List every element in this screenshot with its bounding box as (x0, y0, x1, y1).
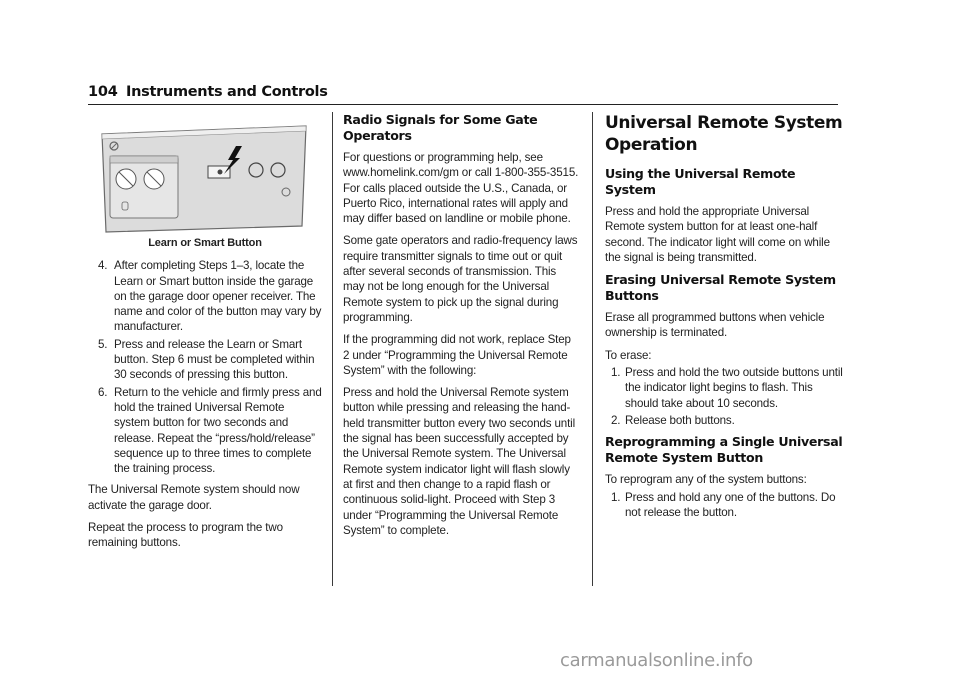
paragraph: Press and hold the appropriate Universal Remote system button for at least one-half second. The indicator light will come on while the signal is being transmitted. (605, 205, 830, 264)
erase-steps-list (605, 365, 845, 428)
list-item (88, 337, 322, 383)
section-heading: Using the Universal Remote System (605, 166, 796, 197)
steps-list (88, 258, 322, 476)
paragraph: Erase all programmed buttons when vehicle ownership is terminated. (605, 311, 825, 340)
chapter-title: Universal Remote System Operation (605, 113, 843, 155)
list-item (605, 490, 845, 521)
section-heading: Erasing Universal Remote System Buttons (605, 272, 836, 304)
column-right (605, 112, 845, 526)
column-left (88, 112, 322, 558)
step-text: After completing Steps 1–3, locate the Learn or Smart button inside the garage on the garage door opener receiver. The name and color of the button may vary by manufacturer. (114, 259, 322, 334)
paragraph: For questions or programming help, see www.homelink.com/gm or call 1-800-355-3515. For calls placed outside the U.S., Canada, or Puerto Rico, international rates will apply and may differ based on landline or mobile phone. (343, 151, 579, 226)
list-item (605, 365, 845, 411)
step-text: Press and hold the two outside buttons until the indicator light begins to flash. This should take about 10 seconds. (625, 366, 843, 410)
garage-opener-figure (96, 116, 318, 236)
step-number: 5. (98, 337, 108, 351)
list-item (605, 413, 845, 428)
paragraph: To erase: (605, 348, 652, 362)
step-text: Return to the vehicle and firmly press and hold the trained Universal Remote system button for two seconds and release. Repeat the “press/hold/release” sequence up to three times to complete the training process. (114, 385, 322, 476)
reprogram-steps-list (605, 490, 845, 521)
step-number: 1. (611, 366, 621, 380)
step-text: Release both buttons. (625, 413, 735, 427)
column-divider (592, 112, 593, 586)
section-heading: Radio Signals for Some Gate Operators (343, 112, 538, 143)
paragraph: If the programming did not work, replace Step 2 under “Programming the Universal Remote System” with the following: (343, 333, 571, 377)
paragraph: To reprogram any of the system buttons: (605, 473, 807, 487)
list-item (88, 258, 322, 334)
column-middle (343, 112, 579, 545)
page-header (88, 82, 838, 105)
paragraph-activate: The Universal Remote system should now activate the garage door. (88, 483, 300, 512)
page-number: 104 (88, 84, 118, 100)
list-item (88, 385, 322, 477)
step-text: Press and hold any one of the buttons. Do not release the button. (625, 490, 836, 519)
step-number: 4. (98, 259, 108, 273)
column-divider (332, 112, 333, 586)
step-number: 6. (98, 385, 108, 399)
garage-opener-illustration (96, 116, 318, 236)
step-number: 2. (611, 413, 621, 427)
section-title: Instruments and Controls (126, 84, 328, 100)
watermark: carmanualsonline.info (560, 650, 753, 671)
section-heading: Reprogramming a Single Universal Remote System Button (605, 434, 843, 466)
step-number: 1. (611, 490, 621, 504)
figure-caption: Learn or Smart Button (148, 237, 262, 249)
step-text: Press and release the Learn or Smart button. Step 6 must be completed within 30 seconds of pressing this button. (114, 337, 315, 382)
paragraph-repeat: Repeat the process to program the two remaining buttons. (88, 521, 283, 550)
paragraph: Some gate operators and radio-frequency laws require transmitter signals to time out or quit after several seconds of transmission. This may not be long enough for the Universal Remote system to pick up the signal during programming. (343, 234, 578, 324)
paragraph: Press and hold the Universal Remote system button while pressing and releasing the hand-held transmitter button every two seconds until the signal has been successfully accepted by the Universal Remote system. The Universal Remote system indicator light will flash slowly at first and then change to a rapid flash or continuous solid-light. Proceed with Step 3 under “Programming the Universal Remote System” to complete. (343, 386, 576, 537)
